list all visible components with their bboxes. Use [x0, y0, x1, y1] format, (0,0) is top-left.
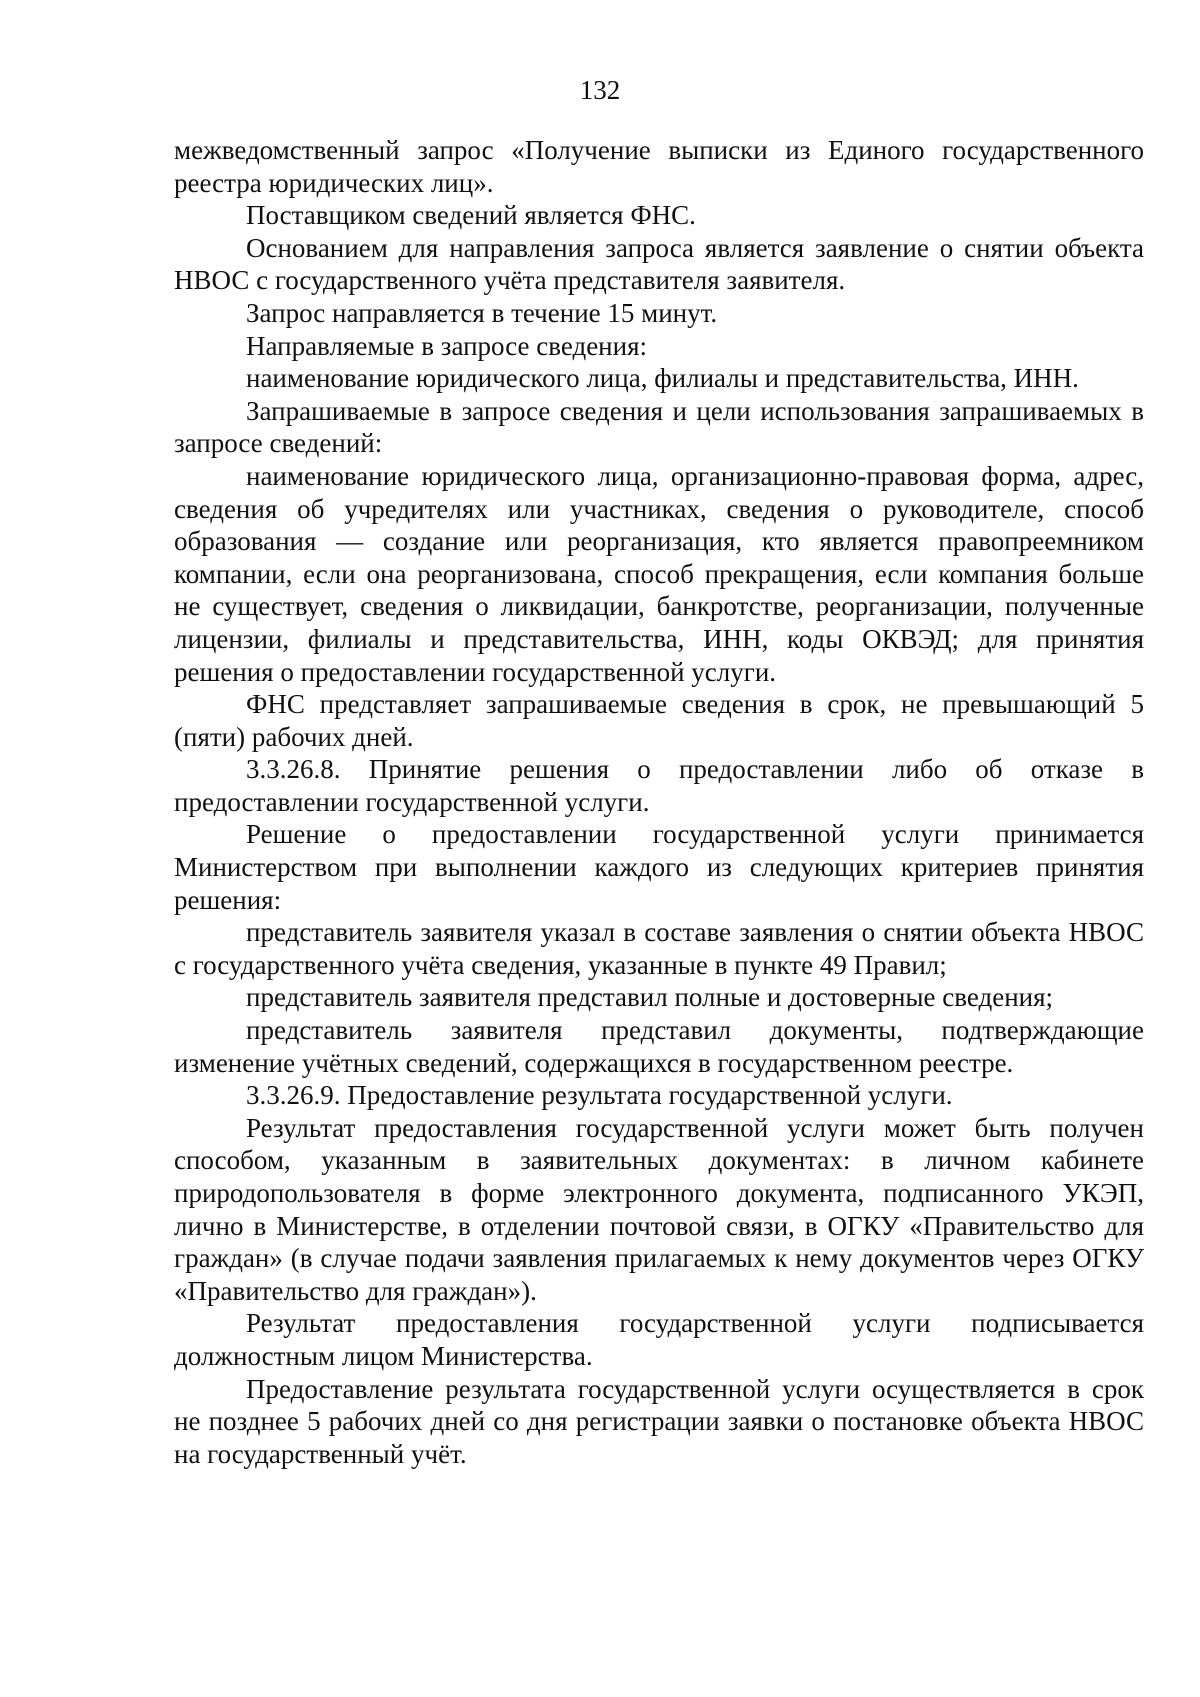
- paragraph-result-methods: Результат предоставления государственной услуги может быть получен способом, указанным в заявительных документах: в личном кабинете природопользователя в форме электронного документа, подписанного УКЭП, лично в Министерстве, в отделении почтовой связи, в ОГКУ «Правительство для граждан» (в случае подачи заявления прилагаемых к нему документов через ОГКУ «Правительство для граждан»).: [174, 1112, 1144, 1306]
- paragraph-criterion-3: представитель заявителя представил документы, подтверждающие изменение учётных сведений, содержащихся в государственном реестре.: [174, 1015, 1144, 1078]
- paragraph-decision-criteria: Решение о предоставлении государственной услуги принимается Министерством при выполнении каждого из следующих критериев принятия решения:: [174, 819, 1144, 915]
- paragraph-requested-info: наименование юридического лица, организационно-правовая форма, адрес, сведения об учредителях или участниках, сведения о руководителе, способ образования — создание или реорганизация, кто является правопреемником компании, если она реорганизована, способ прекращения, если компания больше не существует, сведения о ликвидации, банкротстве, реорганизации, полученные лицензии, филиалы и представительства, ИНН, коды ОКВЭД; для принятия решения о предоставлении государственной услуги.: [174, 460, 1144, 687]
- paragraph-info-provider: Поставщиком сведений является ФНС.: [246, 200, 696, 231]
- paragraph-result-signature: Результат предоставления государственной услуги подписывается должностным лицом Министерства.: [174, 1308, 1144, 1371]
- section-heading-3-3-26-9: 3.3.26.9. Предоставление результата государственной услуги.: [246, 1080, 953, 1111]
- page-number: 132: [579, 75, 621, 105]
- paragraph-criterion-1: представитель заявителя указал в составе заявления о снятии объекта НВОС с государственного учёта сведения, указанные в пункте 49 Правил;: [174, 917, 1144, 980]
- paragraph-sent-info: наименование юридического лица, филиалы и представительства, ИНН.: [246, 363, 1079, 394]
- paragraph-criterion-2: представитель заявителя представил полные и достоверные сведения;: [246, 982, 1054, 1013]
- paragraph-sent-info-heading: Направляемые в запросе сведения:: [246, 330, 647, 361]
- document-body: [174, 134, 1144, 1470]
- paragraph-result-deadline: Предоставление результата государственной услуги осуществляется в срок не позднее 5 рабочих дней со дня регистрации заявки о постановке объекта НВОС на государственный учёт.: [174, 1373, 1144, 1469]
- paragraph-request-basis: Основанием для направления запроса является заявление о снятии объекта НВОС с государственного учёта представителя заявителя.: [174, 232, 1144, 296]
- paragraph-requested-info-heading: Запрашиваемые в запросе сведения и цели использования запрашиваемых в запросе сведений:: [174, 395, 1144, 459]
- paragraph-interagency-request: межведомственный запрос «Получение выписки из Единого государственного реестра юридических лиц».: [174, 135, 1144, 198]
- paragraph-fns-deadline: ФНС представляет запрашиваемые сведения в срок, не превышающий 5 (пяти) рабочих дней.: [174, 689, 1144, 752]
- paragraph-request-timing: Запрос направляется в течение 15 минут.: [246, 297, 718, 328]
- section-heading-3-3-26-8: 3.3.26.8. Принятие решения о предоставлении либо об отказе в предоставлении государственной услуги.: [174, 754, 1144, 817]
